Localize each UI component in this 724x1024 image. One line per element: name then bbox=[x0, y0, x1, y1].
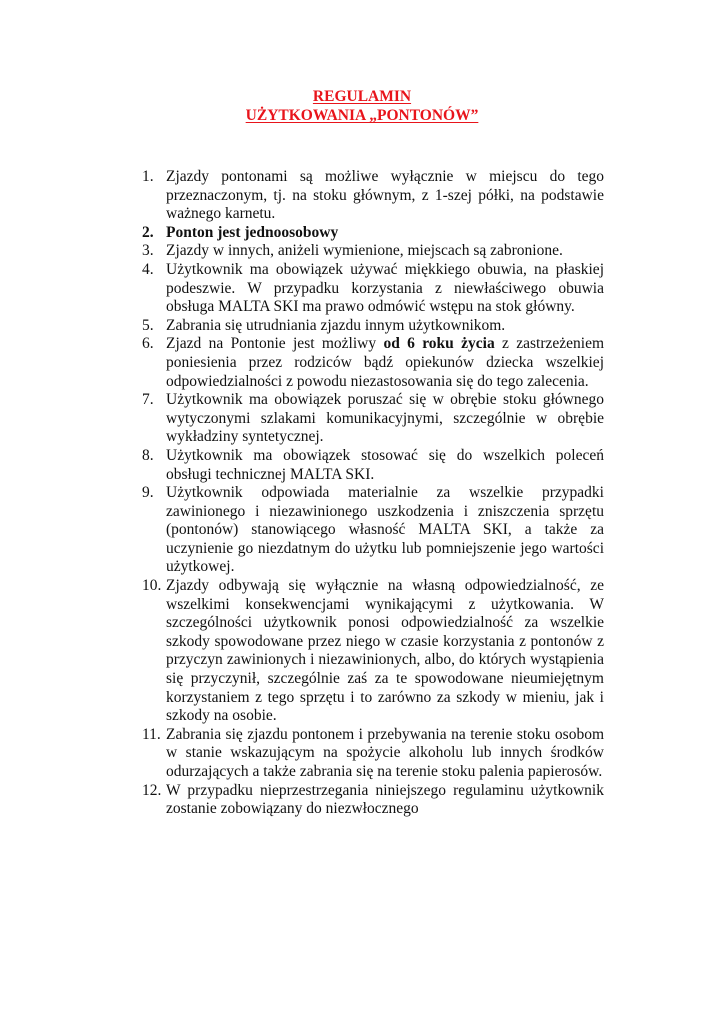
rule-number: 4. bbox=[142, 260, 154, 278]
rule-text-bold: od 6 roku życia bbox=[383, 335, 495, 353]
rule-text: Zjazdy w innych, aniżeli wymienione, miejscach są zabronione. bbox=[166, 242, 563, 260]
rule-item bbox=[142, 317, 604, 336]
rule-text: Ponton jest jednoosobowy bbox=[166, 223, 339, 241]
rule-item bbox=[142, 782, 604, 819]
rule-item bbox=[142, 335, 604, 391]
rule-number: 8. bbox=[142, 446, 154, 464]
rule-item bbox=[142, 242, 604, 261]
rule-item bbox=[142, 391, 604, 447]
rule-number: 5. bbox=[142, 316, 154, 334]
rule-item bbox=[142, 261, 604, 317]
rule-number: 3. bbox=[142, 242, 154, 260]
rule-number: 9. bbox=[142, 484, 154, 502]
rule-text: Użytkownik odpowiada materialnie za wszelkie przypadki zawinionego i niezawinionego uszkodzenia i zniszczenia sprzętu (pontonów) stanowiącego własność MALTA SKI, a także za uczynienie go niezdatnym do użytku lub pomniejszenie jego wartości użytkowej. bbox=[166, 484, 604, 576]
rule-item bbox=[142, 726, 604, 782]
rule-number: 1. bbox=[142, 168, 154, 185]
rule-text-before: Zjazd na Pontonie jest możliwy bbox=[166, 335, 377, 353]
rule-text: Zjazdy odbywają się wyłącznie na własną odpowiedzialność, ze wszelkimi konsekwencjami wynikającymi z użytkowania. W szczególności użytkownik ponosi odpowiedzialność za wszelkie szkody spowodowane przez niego w czasie korzystania z pontonów z przyczyn zawinionych i niezawinionych, albo, do których wystąpienia się przyczynił, szczególnie zaś za te spowodowane nieumiejętnym korzystaniem z tego sprzętu i to zarówno za szkody w mieniu, jak i szkody na osobie. bbox=[166, 577, 604, 725]
rule-number: 6. bbox=[142, 335, 154, 353]
rule-item bbox=[142, 484, 604, 577]
rule-text: Użytkownik ma obowiązek stosować się do wszelkich poleceń obsługi technicznej MALTA SKI. bbox=[166, 446, 604, 483]
rule-text-after: z zastrzeżeniem poniesienia przez rodziców bądź opiekunów dziecka wszelkiej odpowiedzialności z powodu niezastosowania się do tego zalecenia. bbox=[166, 335, 605, 390]
rule-item bbox=[142, 224, 604, 243]
rule-number: 2. bbox=[142, 223, 154, 241]
rule-text: Zabrania się utrudniania zjazdu innym użytkownikom. bbox=[166, 316, 506, 334]
document-title-line2: UŻYTKOWANIA „PONTONÓW” bbox=[245, 107, 479, 124]
rule-number: 11. bbox=[142, 725, 161, 743]
rule-text: Zabrania się zjazdu pontonem i przebywania na terenie stoku osobom w stanie wskazującym na spożycie alkoholu lub innych środków odurzających a także zabrania się na terenie stoku palenia papierosów. bbox=[166, 725, 604, 780]
rule-number: 12. bbox=[142, 781, 162, 799]
rule-text: Użytkownik ma obowiązek używać miękkiego obuwia, na płaskiej podeszwie. W przypadku korzystania z niewłaściwego obuwia obsługa MALTA SKI ma prawo odmówić wstępu na stok główny. bbox=[166, 260, 604, 316]
rule-text: Użytkownik ma obowiązek poruszać się w obrębie stoku głównego wytyczonymi szlakami komunikacyjnymi, szczególnie w obrębie wykładziny syntetycznej. bbox=[166, 391, 604, 446]
rules-list bbox=[142, 168, 604, 819]
rule-number: 10. bbox=[142, 577, 162, 595]
rule-text: Zjazdy pontonami są możliwe wyłącznie w miejscu do tego przeznaczonym, tj. na stoku głównym, z 1-szej półki, na podstawie ważnego karnetu. bbox=[166, 168, 604, 223]
rule-number: 7. bbox=[142, 391, 154, 409]
document-title-line1: REGULAMIN bbox=[312, 88, 412, 105]
rule-item bbox=[142, 577, 604, 726]
rule-item bbox=[142, 447, 604, 484]
rule-item bbox=[142, 168, 604, 224]
rule-text: W przypadku nieprzestrzegania niniejszego regulaminu użytkownik zostanie zobowiązany do niezwłocznego bbox=[166, 781, 604, 818]
